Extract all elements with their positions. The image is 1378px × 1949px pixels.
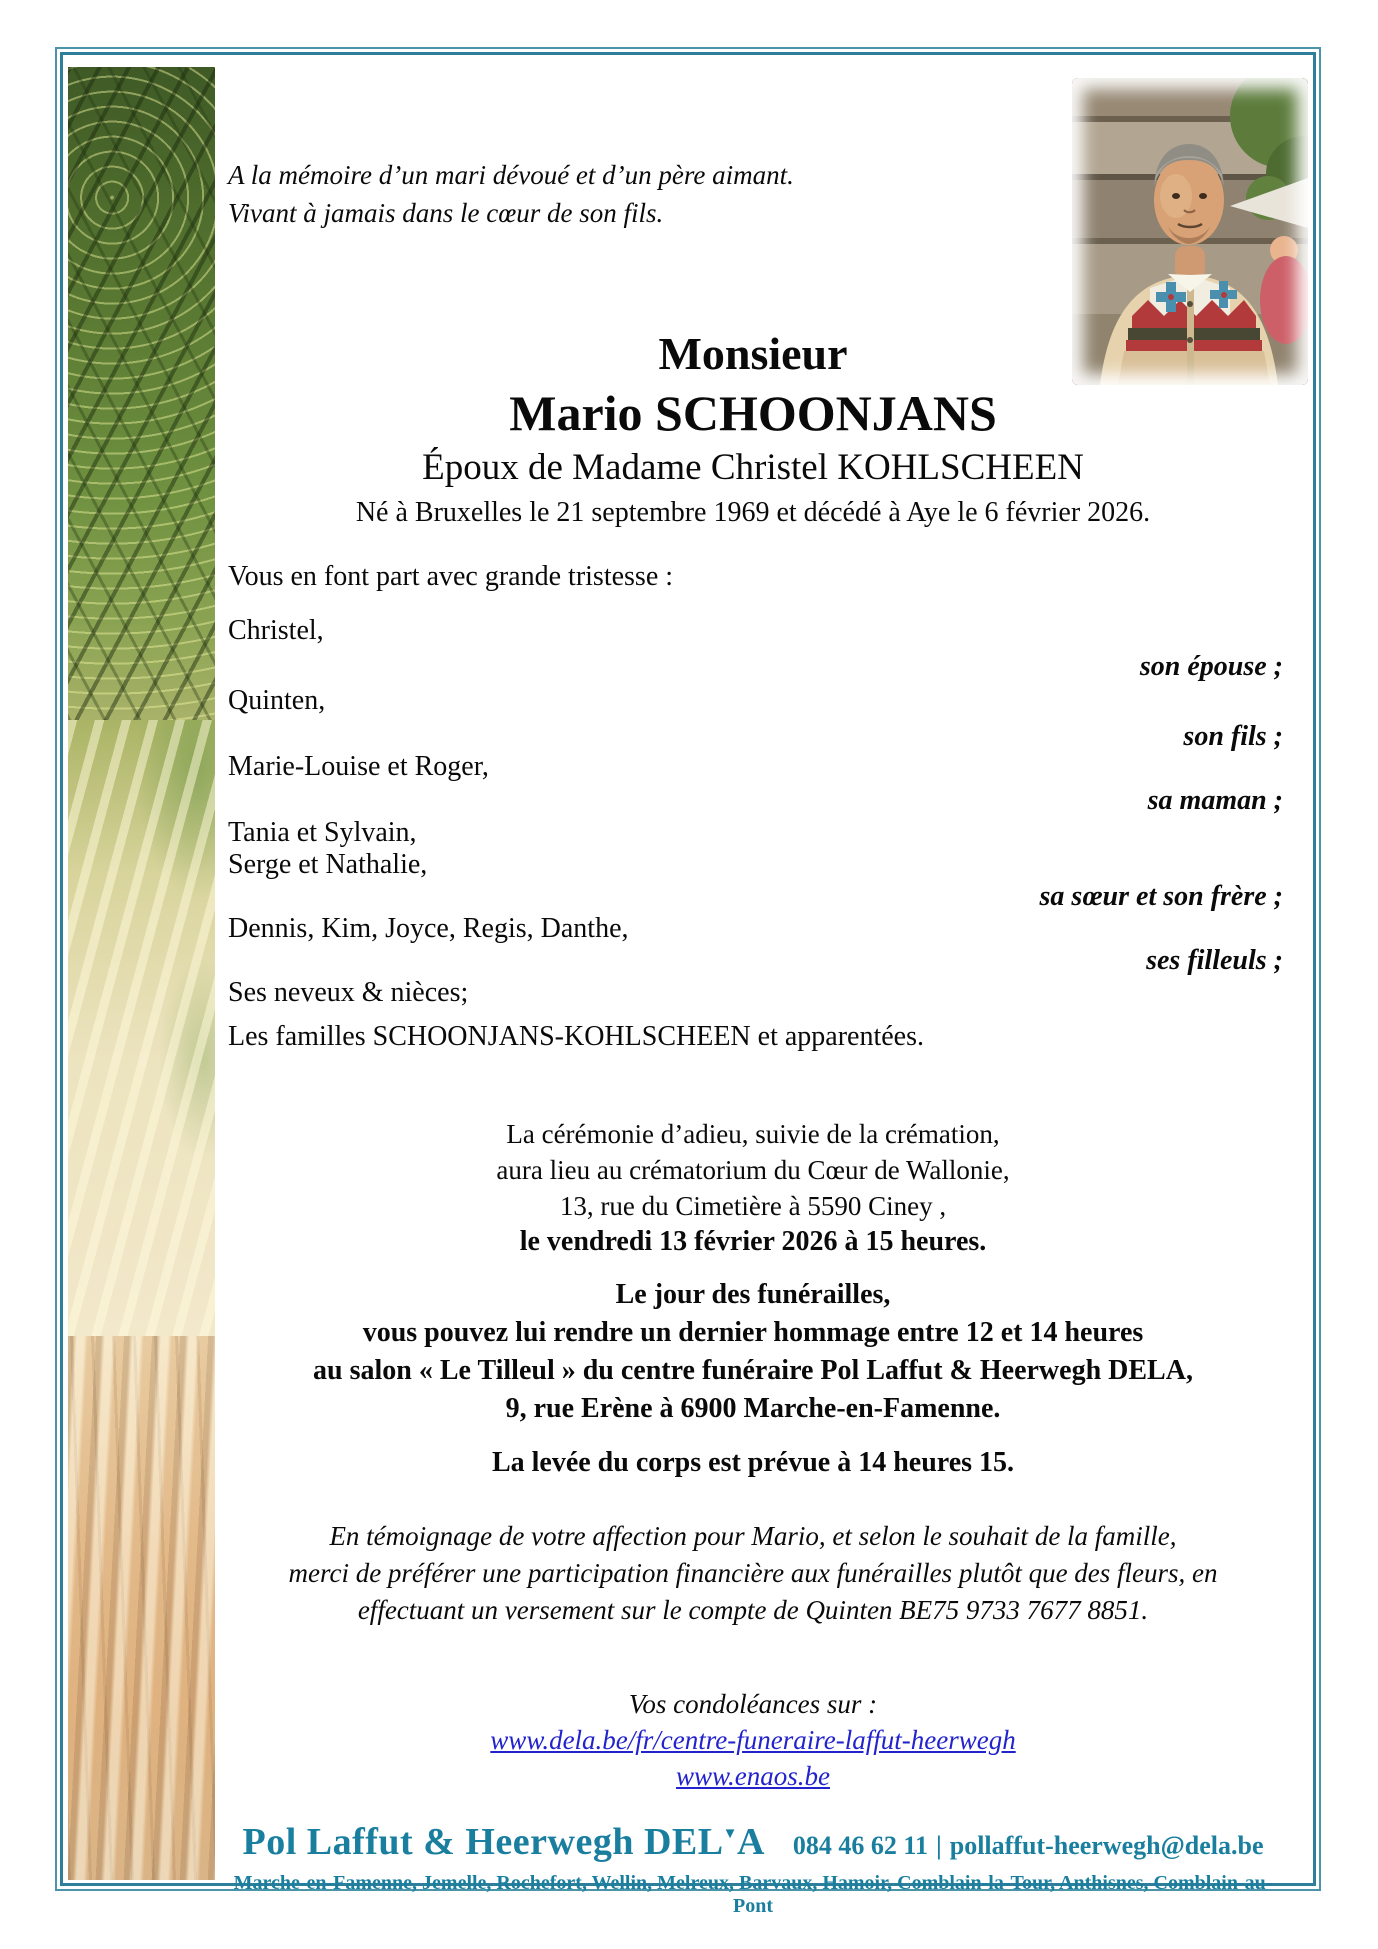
ceremony-block bbox=[216, 1116, 1290, 1260]
family-name-line: Serge et Nathalie, bbox=[228, 849, 428, 880]
spouse-line: Époux de Madame Christel KOHLSCHEEN bbox=[422, 447, 1084, 488]
deceased-name: Mario SCHOONJANS bbox=[509, 385, 997, 441]
donation-line: En témoignage de votre affection pour Mario, et selon le souhait de la famille, bbox=[329, 1521, 1177, 1551]
condolences-link-enaos[interactable]: www.enaos.be bbox=[676, 1761, 830, 1791]
donation-block bbox=[216, 1518, 1290, 1629]
family-name-line: Les familles SCHOONJANS-KOHLSCHEEN et apparentées. bbox=[228, 1021, 924, 1052]
footer-contact bbox=[793, 1831, 1264, 1861]
donation-line: effectuant un versement sur le compte de Quinten BE75 9733 7677 8851. bbox=[357, 1595, 1149, 1625]
dela-triangle-icon: ▼ bbox=[722, 1826, 738, 1842]
brand-text: Pol Laffut & Heerwegh DEL bbox=[242, 1821, 724, 1863]
family-name-line: Ses neveux & nièces; bbox=[228, 977, 469, 1008]
phone-number: 084 46 62 11 bbox=[792, 1831, 928, 1860]
ceremony-line: aura lieu au crématorium du Cœur de Wallonie, bbox=[496, 1155, 1010, 1185]
ceremony-line: La cérémonie d’adieu, suivie de la crémation, bbox=[506, 1119, 1000, 1149]
funeral-line: au salon « Le Tilleul » du centre funéraire Pol Laffut & Heerwegh DELA, bbox=[313, 1355, 1193, 1386]
life-dates: Né à Bruxelles le 21 septembre 1969 et décédé à Aye le 6 février 2026. bbox=[355, 497, 1151, 528]
locations-line: Marche-en-Famenne, Jemelle, Rochefort, Wellin, Melreux, Barvaux, Hamoir, Comblain-la-Tour, Anthisnes, Comblain-au-Pont bbox=[233, 1872, 1273, 1917]
family-role-line: son fils ; bbox=[1183, 721, 1283, 752]
family-role-line: son épouse ; bbox=[1139, 651, 1283, 682]
funeral-block bbox=[216, 1276, 1290, 1428]
footer-brand-line bbox=[216, 1820, 1290, 1864]
family-name-line: Quinten, bbox=[228, 685, 326, 716]
contact-separator: | bbox=[936, 1831, 942, 1860]
sandy-path bbox=[68, 1336, 215, 1880]
funeral-line: vous pouvez lui rendre un dernier hommage entre 12 et 14 heures bbox=[362, 1317, 1144, 1348]
donation-line: merci de préférer une participation financière aux funérailles plutôt que des fleurs, en bbox=[288, 1558, 1218, 1588]
funeral-home-logo bbox=[243, 1820, 765, 1864]
family-name-line: Dennis, Kim, Joyce, Regis, Danthe, bbox=[228, 913, 629, 944]
salutation: Monsieur bbox=[658, 328, 848, 379]
funeral-line: 9, rue Erène à 6900 Marche-en-Famenne. bbox=[505, 1393, 1001, 1424]
condolences-link-dela[interactable]: www.dela.be/fr/centre-funeraire-laffut-heerwegh bbox=[490, 1725, 1016, 1755]
family-role-line: ses filleuls ; bbox=[1146, 945, 1283, 976]
title-block bbox=[216, 325, 1290, 533]
ceremony-date-line: le vendredi 13 février 2026 à 15 heures. bbox=[519, 1226, 987, 1257]
family-name-line: Marie-Louise et Roger, bbox=[228, 751, 489, 782]
family-name-line: Tania et Sylvain, bbox=[228, 817, 417, 848]
condolences-block bbox=[216, 1686, 1290, 1794]
brand-text-suffix: A bbox=[736, 1821, 765, 1863]
footer bbox=[216, 1820, 1290, 1918]
ceremony-line: 13, rue du Cimetière à 5590 Ciney , bbox=[559, 1191, 947, 1221]
levee-line: La levée du corps est prévue à 14 heures 15. bbox=[491, 1447, 1015, 1478]
sunbeam-trees bbox=[68, 720, 215, 1336]
memorial-line-2: Vivant à jamais dans le cœur de son fils. bbox=[228, 198, 664, 228]
condolences-label: Vos condoléances sur : bbox=[628, 1689, 878, 1719]
forest-foliage bbox=[68, 67, 215, 720]
email-address: pollaffut-heerwegh@dela.be bbox=[949, 1831, 1264, 1860]
announcement-intro: Vous en font part avec grande tristesse : bbox=[228, 561, 674, 592]
family-role-line: sa maman ; bbox=[1147, 785, 1283, 816]
memorial-quote bbox=[228, 156, 794, 232]
funeral-line: Le jour des funérailles, bbox=[615, 1279, 891, 1310]
family-name-line: Christel, bbox=[228, 615, 324, 646]
family-role-line: sa sœur et son frère ; bbox=[1039, 881, 1283, 912]
forest-path-photo bbox=[68, 67, 215, 1880]
memorial-line-1: A la mémoire d’un mari dévoué et d’un père aimant. bbox=[228, 160, 794, 190]
